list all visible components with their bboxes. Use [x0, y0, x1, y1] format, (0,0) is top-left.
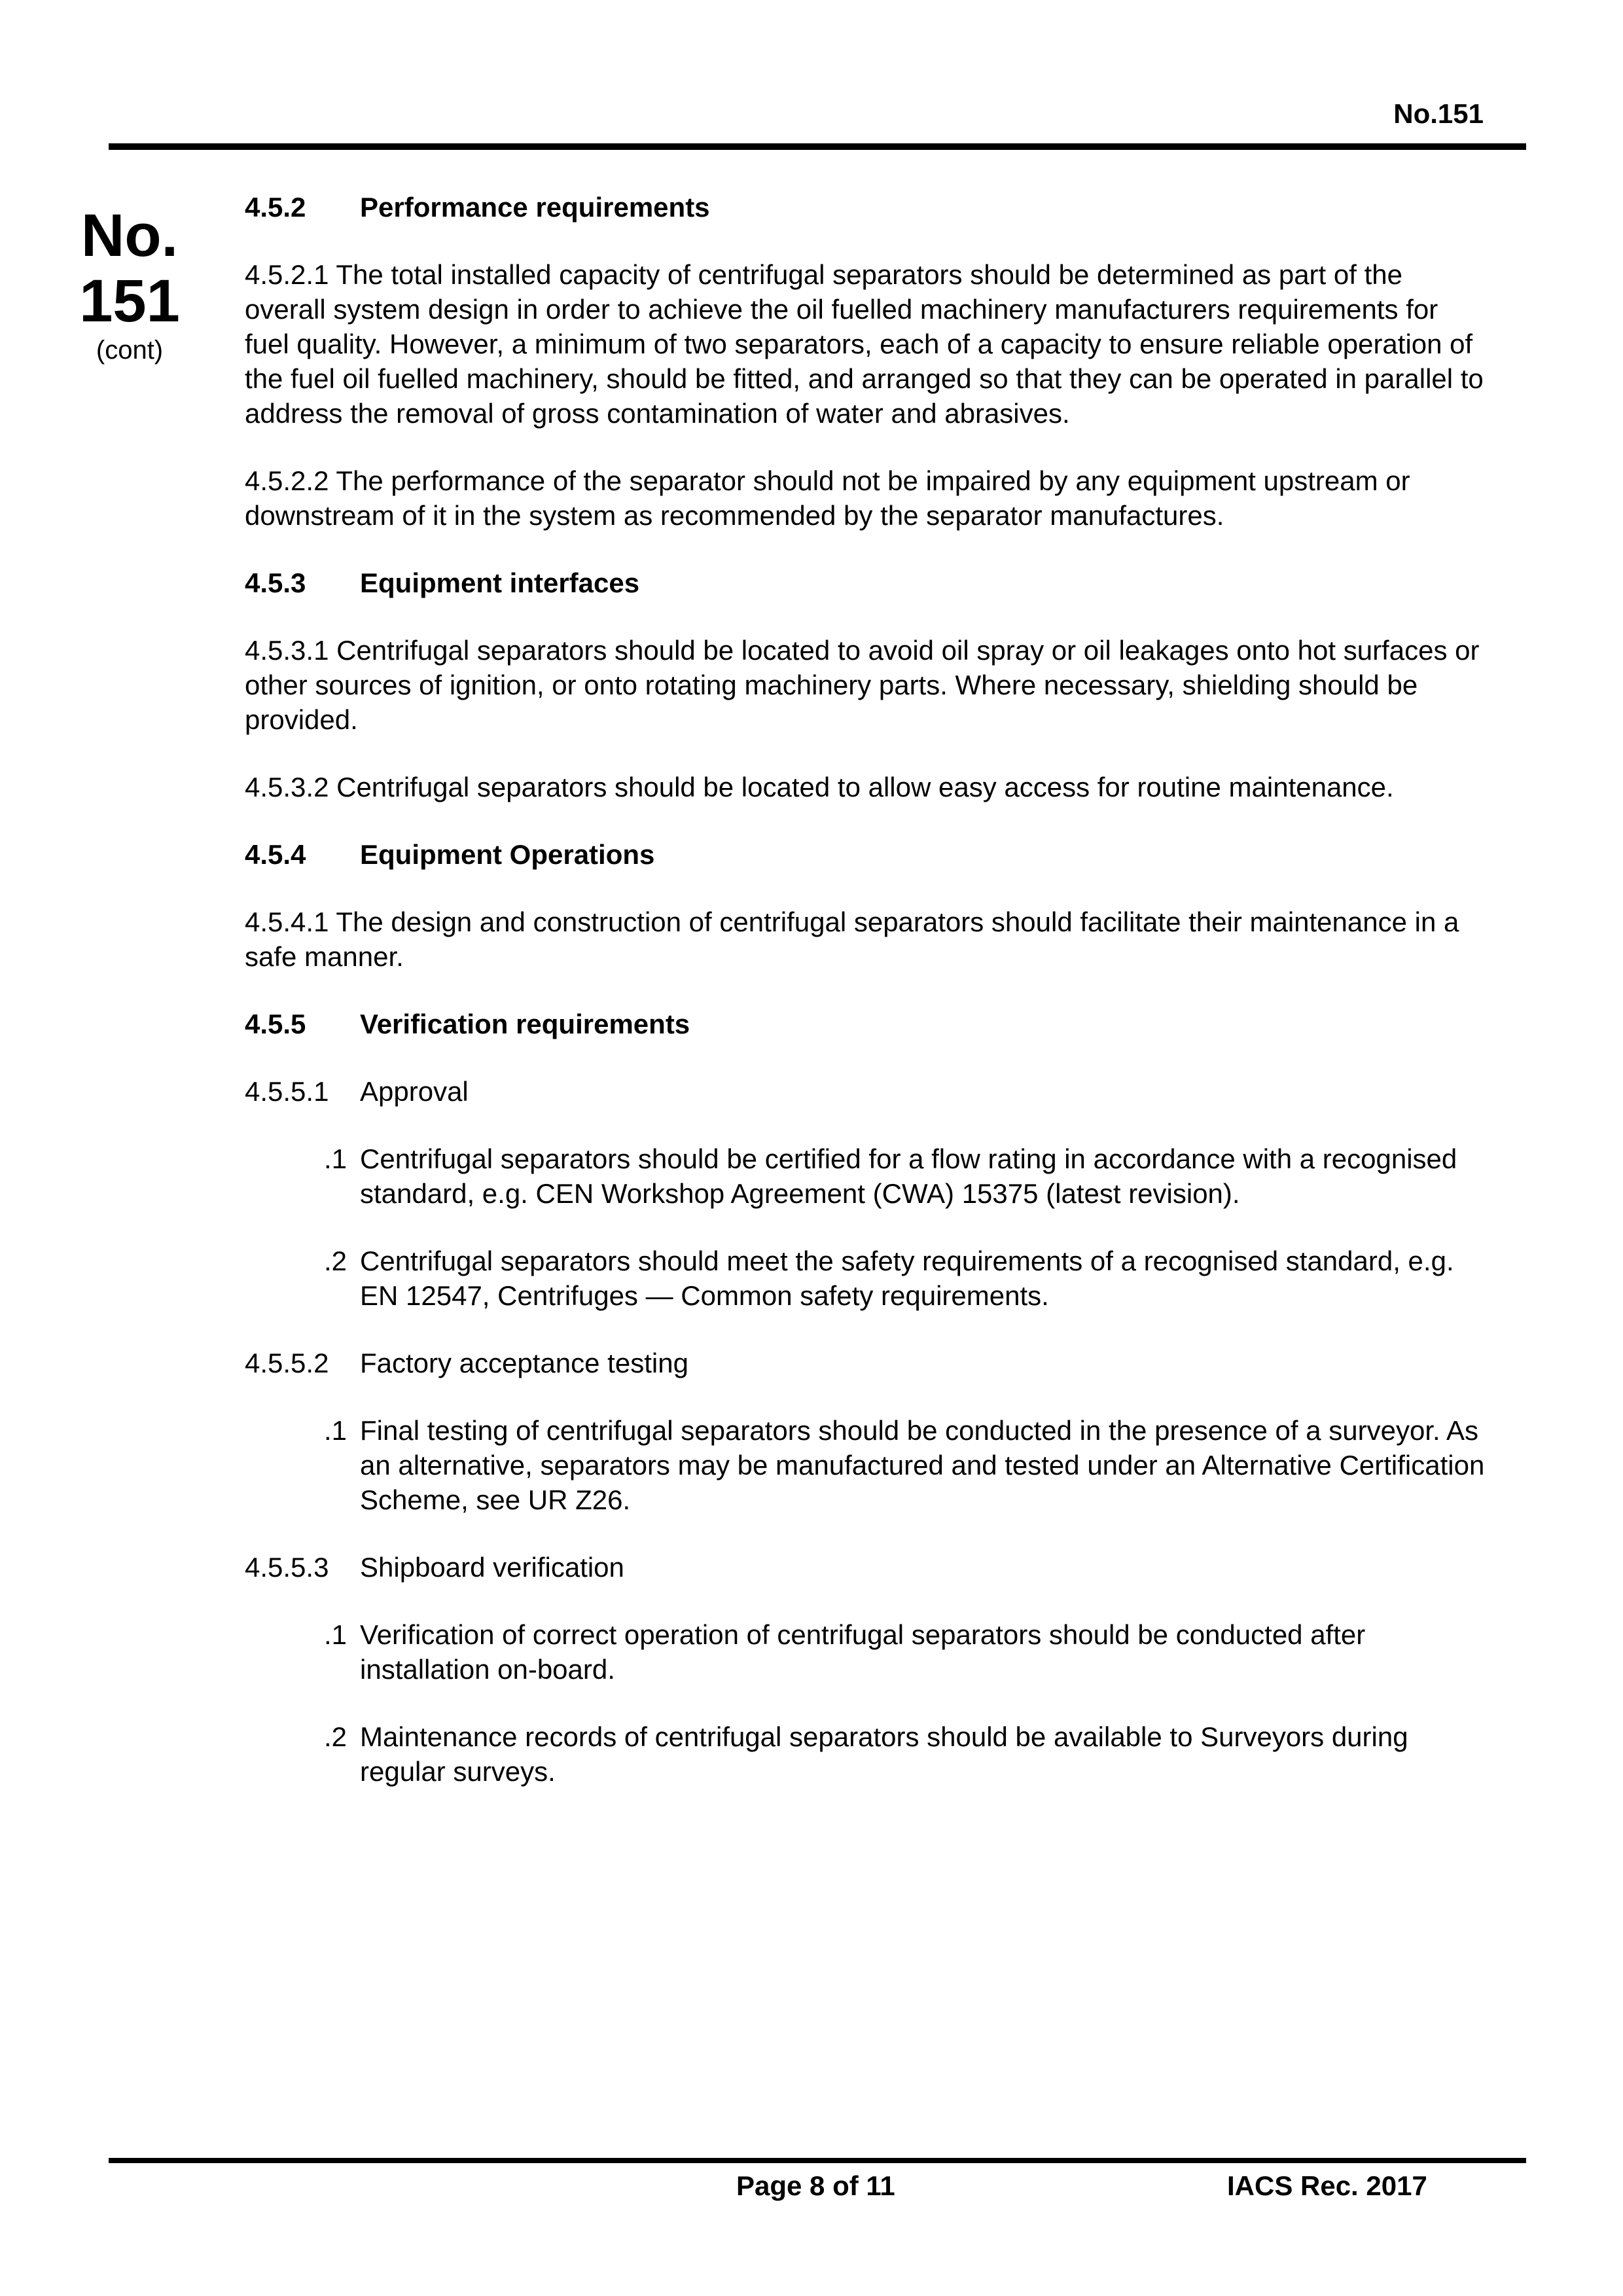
list-item: .1 Centrifugal separators should be certified for a flow rating in accordance with a recognised standard, e.g. CEN Workshop Agreement (CWA) 15375 (latest revision).: [323, 1143, 1457, 1209]
document-body: [245, 190, 1488, 1821]
section-heading-4-5-5: 4.5.5 Verification requirements: [245, 1009, 690, 1039]
side-number: 151: [79, 268, 180, 334]
page-number: Page 8 of 11: [736, 2170, 895, 2201]
footer-rec: IACS Rec. 2017: [1227, 2170, 1427, 2201]
side-marker: [71, 203, 188, 367]
header-rule: [109, 143, 1526, 150]
footer-rule: [109, 2158, 1526, 2163]
section-heading-4-5-4: 4.5.4 Equipment Operations: [245, 839, 655, 870]
paragraph-4-5-4-1: 4.5.4.1 The design and construction of centrifugal separators should facilitate their maintenance in a safe manner.: [245, 906, 1459, 972]
paragraph-4-5-2-1: 4.5.2.1 The total installed capacity of centrifugal separators should be determined as part of the overall system design in order to achieve the oil fuelled machinery manufacturers requirements for fuel quality. However, a minimum of two separators, each of a capacity to ensure reliable operation of the fuel oil fuelled machinery, should be fitted, and arranged so that they can be operated in parallel to address the removal of gross contamination of water and abrasives.: [245, 259, 1484, 429]
paragraph-4-5-3-1: 4.5.3.1 Centrifugal separators should be located to avoid oil spray or oil leakages onto hot surfaces or other sources of ignition, or onto rotating machinery parts. Where necessary, shielding should be provided.: [245, 635, 1480, 735]
list-item: .2 Maintenance records of centrifugal separators should be available to Surveyors during regular surveys.: [323, 1721, 1408, 1787]
header-doc-number: No.151: [1393, 98, 1484, 129]
side-cont: (cont): [96, 336, 164, 365]
section-heading-4-5-3: 4.5.3 Equipment interfaces: [245, 567, 640, 598]
side-no: No.: [80, 202, 179, 269]
list-item: .2 Centrifugal separators should meet the safety requirements of a recognised standard, e.g. EN 12547, Centrifuges — Common safety requirements.: [323, 1246, 1454, 1311]
paragraph-4-5-2-2: 4.5.2.2 The performance of the separator should not be impaired by any equipment upstream or downstream of it in the system as recommended by the separator manufactures.: [245, 465, 1410, 531]
subsection-4-5-5-2: 4.5.5.2 Factory acceptance testing: [245, 1348, 688, 1378]
paragraph-4-5-3-2: 4.5.3.2 Centrifugal separators should be located to allow easy access for routine maintenance.: [245, 772, 1394, 802]
subsection-4-5-5-1: 4.5.5.1 Approval: [245, 1076, 469, 1107]
subsection-4-5-5-3: 4.5.5.3 Shipboard verification: [245, 1552, 624, 1583]
section-heading-4-5-2: 4.5.2 Performance requirements: [245, 192, 710, 223]
list-item: .1 Final testing of centrifugal separators should be conducted in the presence of a surveyor. As an alternative, separators may be manufactured and tested under an Alternative Certification Scheme, see UR Z26.: [323, 1415, 1485, 1515]
list-item: .1 Verification of correct operation of centrifugal separators should be conducted after installation on-board.: [323, 1619, 1366, 1685]
